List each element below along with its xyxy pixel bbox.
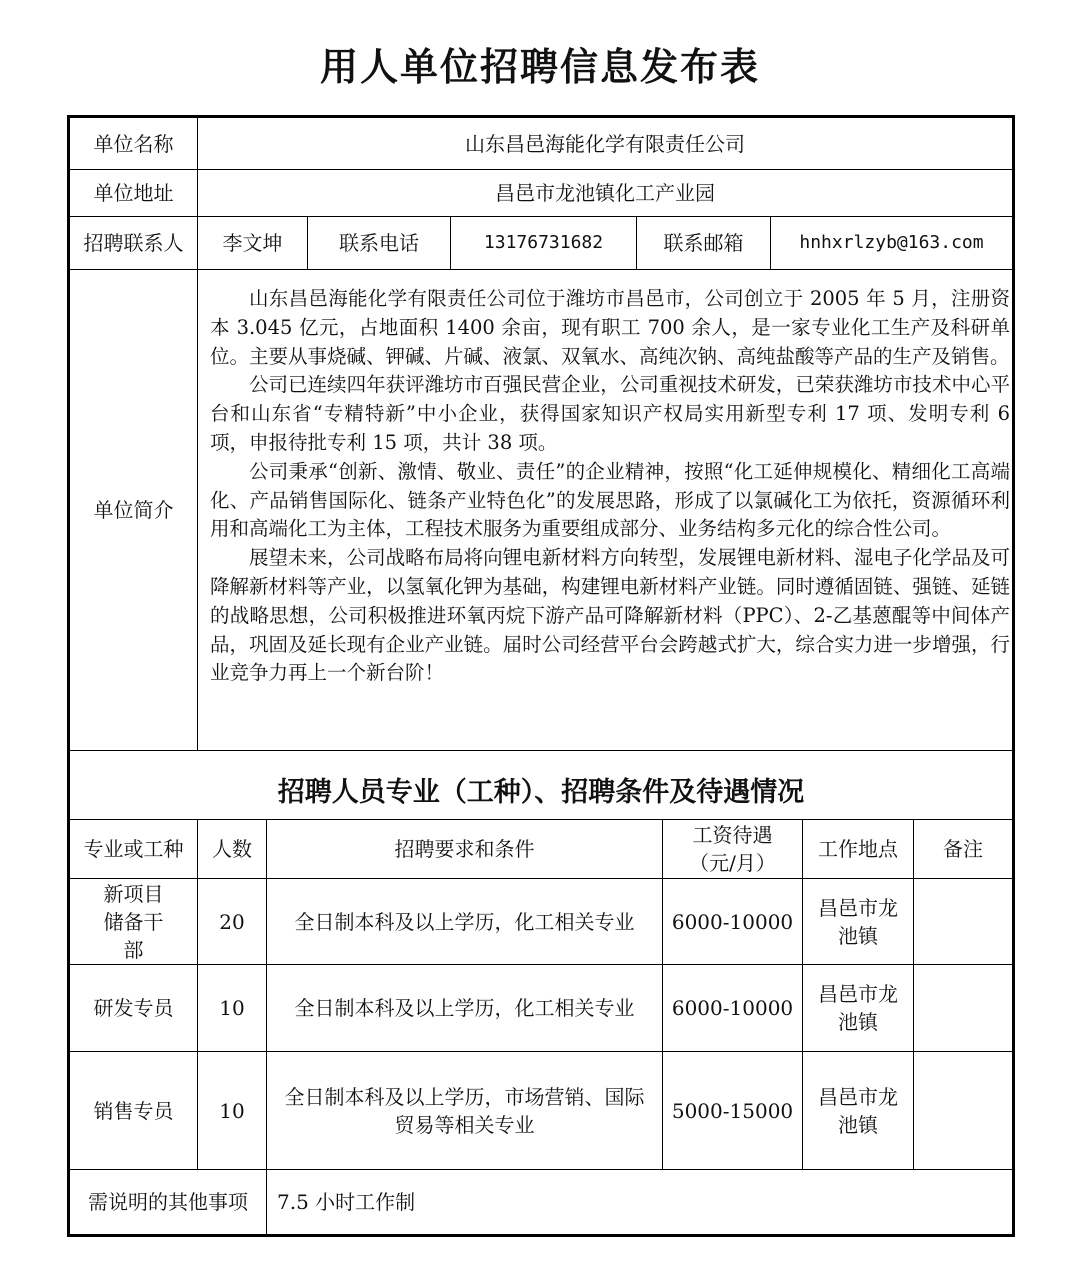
job-salary: 6000-10000	[671, 996, 794, 1020]
job-location: 昌邑市龙池镇	[818, 895, 898, 948]
divider	[70, 750, 1012, 751]
company-address: 昌邑市龙池镇化工产业园	[495, 181, 715, 205]
job-location: 昌邑市龙池镇	[818, 982, 898, 1034]
header-notes: 备注	[943, 837, 983, 861]
job-position: 新项目储备干部	[103, 881, 164, 962]
divider	[70, 269, 1012, 270]
job-count: 20	[219, 909, 245, 934]
job-salary: 6000-10000	[671, 909, 794, 934]
email-label: 联系邮箱	[663, 231, 744, 255]
job-requirements: 全日制本科及以上学历，化工相关专业	[294, 996, 635, 1020]
job-position: 销售专员	[93, 1098, 174, 1123]
job-requirements: 全日制本科及以上学历，市场营销、国际贸易等相关专业	[284, 1084, 645, 1137]
job-count: 10	[219, 996, 245, 1020]
recruitment-form	[67, 115, 1015, 1237]
phone-label: 联系电话	[339, 231, 419, 255]
company-name-label: 单位名称	[93, 131, 174, 156]
job-notes	[914, 879, 1012, 964]
intro-paragraph: 山东昌邑海能化学有限责任公司位于潍坊市昌邑市，公司创立于 2005 年 5 月，注册资本 3.045 亿元，占地面积 1400 余亩，现有职工 700 余人，是一家专业化工生产及科研单位。主要从事烧碱、钾碱、片碱、液氯、双氧水、高纯次钠、高纯盐酸等产品的生产及销售。	[210, 287, 1010, 368]
intro-paragraph: 公司秉承“创新、激情、敬业、责任”的企业精神，按照“化工延伸规模化、精细化工高端化、产品销售国际化、链条产业特色化”的发展思路，形成了以氯碱化工为依托，资源循环利用和高端化工为主体，工程技术服务为重要组成部分、业务结构多元化的综合性公司。	[210, 459, 1010, 541]
company-intro-label: 单位简介	[93, 498, 174, 522]
header-requirements: 招聘要求和条件	[394, 837, 535, 861]
header-location: 工作地点	[818, 837, 898, 861]
phone-number: 13176731682	[483, 232, 604, 253]
intro-paragraph: 展望未来，公司战略布局将向锂电新材料方向转型，发展锂电新材料、湿电子化学品及可降解新材料等产业，以氢氧化钾为基础，构建锂电新材料产业链。同时遵循固链、强链、延链的战略思想，公司积极推进环氧丙烷下游产品可降解新材料（PPC）、2-乙基蒽醌等中间体产品，巩固及延长现有企业产业链。届时公司经营平台会跨越式扩大，综合实力进一步增强，行业竞争力再上一个新台阶！	[210, 546, 1010, 685]
job-requirements: 全日制本科及以上学历，化工相关专业	[294, 909, 635, 934]
job-salary: 5000-15000	[671, 1098, 794, 1123]
job-location: 昌邑市龙池镇	[818, 1084, 898, 1137]
job-notes	[914, 1052, 1012, 1169]
contact-person-label: 招聘联系人	[83, 231, 184, 255]
header-count: 人数	[212, 837, 252, 861]
header-salary: 工资待遇（元/月）	[689, 823, 776, 875]
contact-person: 李文坤	[222, 231, 283, 255]
intro-paragraph: 公司已连续四年获评潍坊市百强民营企业，公司重视技术研发，已荣获潍坊市技术中心平台和山东省“专精特新”中小企业，获得国家知识产权局实用新型专利 17 项、发明专利 6 项，申报待批专利 15 项，共计 38 项。	[210, 373, 1010, 454]
company-name: 山东昌邑海能化学有限责任公司	[465, 131, 745, 156]
other-notes-value: 7.5 小时工作制	[277, 1190, 416, 1214]
email-address: hnhxrlzyb@163.com	[799, 232, 984, 253]
header-position: 专业或工种	[83, 837, 184, 861]
other-notes-label: 需说明的其他事项	[88, 1190, 248, 1214]
company-address-label: 单位地址	[93, 181, 174, 205]
section-title: 招聘人员专业（工种）、招聘条件及待遇情况	[277, 777, 805, 808]
company-intro	[210, 285, 1010, 688]
job-position: 研发专员	[93, 996, 174, 1020]
job-count: 10	[219, 1098, 245, 1123]
job-notes	[914, 965, 1012, 1051]
page-title: 用人单位招聘信息发布表	[319, 45, 760, 89]
